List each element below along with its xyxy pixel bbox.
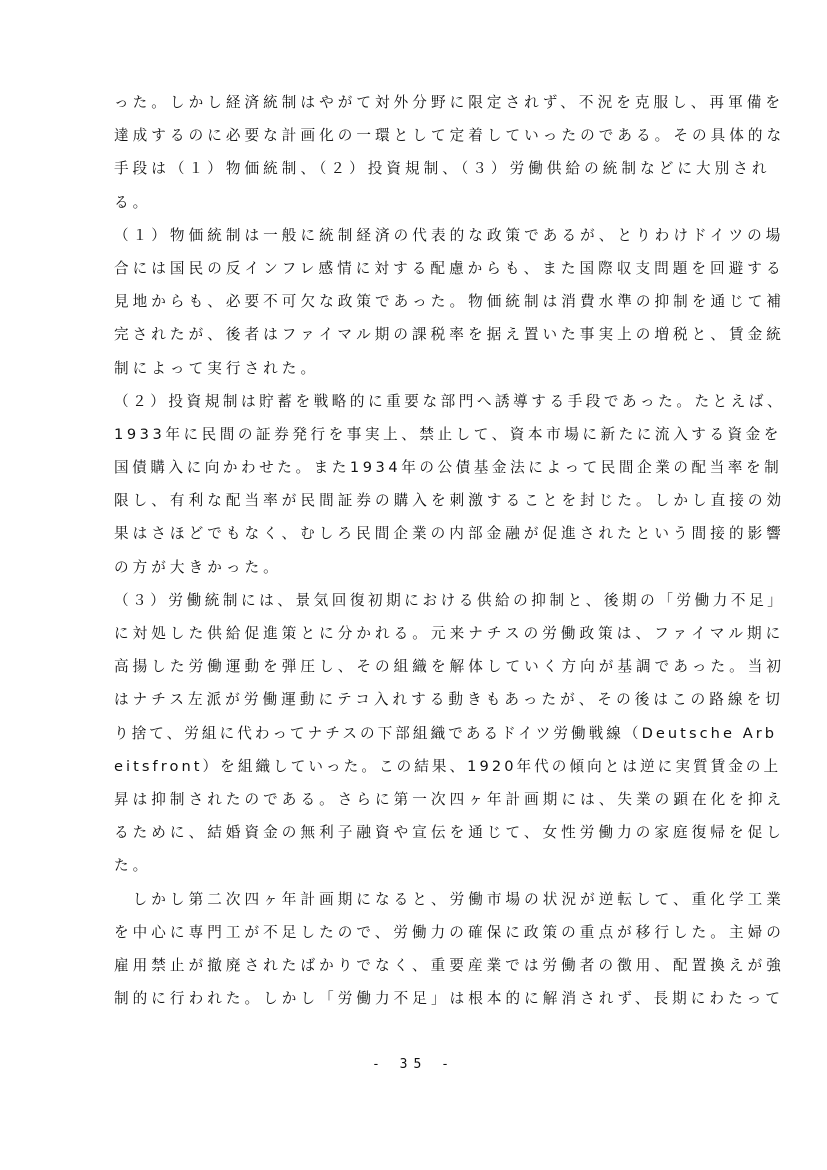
text-line: 合には国民の反インフレ感情に対する配慮からも、また国際収支問題を回避する: [114, 259, 785, 277]
text-line: に対処した供給促進策とに分かれる。元来ナチスの労働政策は、ファイマル期に: [114, 625, 785, 642]
text-line: 制的に行われた。しかし「労働力不足」は根本的に解消されず、長期にわたって: [114, 990, 785, 1008]
text-line: るために、結婚資金の無利子融資や宣伝を通じて、女性労働力の家庭復帰を促し: [114, 824, 785, 842]
text-line: （３）労働統制には、景気回復初期における供給の抑制と、後期の「労働力不足」: [114, 591, 786, 609]
text-line: eitsfront）を組織していった。この結果、1920年代の傾向とは逆に実質賃金の上: [114, 757, 782, 775]
text-line: 昇は抑制されたのである。さらに第一次四ヶ年計画期には、失業の顕在化を抑え: [114, 790, 786, 808]
text-line: った。しかし経済統制はやがて対外分野に限定されず、不況を克服し、再軍備を: [114, 94, 785, 111]
text-line: り捨て、労組に代わってナチスの下部組織であるドイツ労働戦線（Deutsche Arb: [114, 724, 778, 742]
text-line: 雇用禁止が撤廃されたばかりでなく、重要産業では労働者の徴用、配置換えが強: [114, 956, 785, 974]
text-line: 国債購入に向かわせた。また1934年の公債基金法によって民間企業の配当率を制: [114, 459, 783, 477]
text-line: 見地からも、必要不可欠な政策であった。物価統制は消費水準の抑制を通じて補: [114, 293, 786, 311]
text-line: （１）物価統制は一般に統制経済の代表的な政策であるが、とりわけドイツの場: [114, 226, 785, 244]
text-line: はナチス左派が労働運動にテコ入れする動きもあったが、その後はこの路線を切: [114, 691, 784, 709]
page-number: - 35 -: [372, 1057, 455, 1072]
body-text: [114, 86, 786, 1015]
text-line: 1933年に民間の証券発行を事実上、禁止して、資本市場に新たに流入する資金を: [114, 425, 782, 443]
text-line: 達成するのに必要な計画化の一環として定着していったのである。その具体的な: [114, 127, 786, 145]
text-line: る。: [114, 193, 152, 211]
text-line: （２）投資規制は貯蓄を戦略的に重要な部門へ誘導する手段であった。たとえば、: [114, 392, 786, 410]
text-line: 限し、有利な配当率が民間証券の購入を刺激することを封じた。しかし直接の効: [114, 492, 786, 510]
text-line: 果はさほどでもなく、むしろ民間企業の内部金融が促進されたという間接的影響: [114, 525, 785, 543]
text-line: の方が大きかった。: [114, 558, 282, 576]
text-line: た。: [114, 857, 152, 875]
text-line: を中心に専門工が不足したので、労働力の確保に政策の重点が移行した。主婦の: [114, 923, 785, 941]
text-line: 手段は（１）物価統制、（２）投資規制、（３）労働供給の統制などに大別され: [114, 160, 771, 178]
text-line: 完されたが、後者はファイマル期の課税率を据え置いた事実上の増税と、賃金統: [114, 326, 785, 344]
text-line: 高揚した労働運動を弾圧し、その組織を解体していく方向が基調であった。当初: [114, 658, 786, 676]
text-line: 制によって実行された。: [114, 359, 320, 377]
text-line: しかし第二次四ヶ年計画期になると、労働市場の状況が逆転して、重化学工業: [114, 890, 785, 908]
